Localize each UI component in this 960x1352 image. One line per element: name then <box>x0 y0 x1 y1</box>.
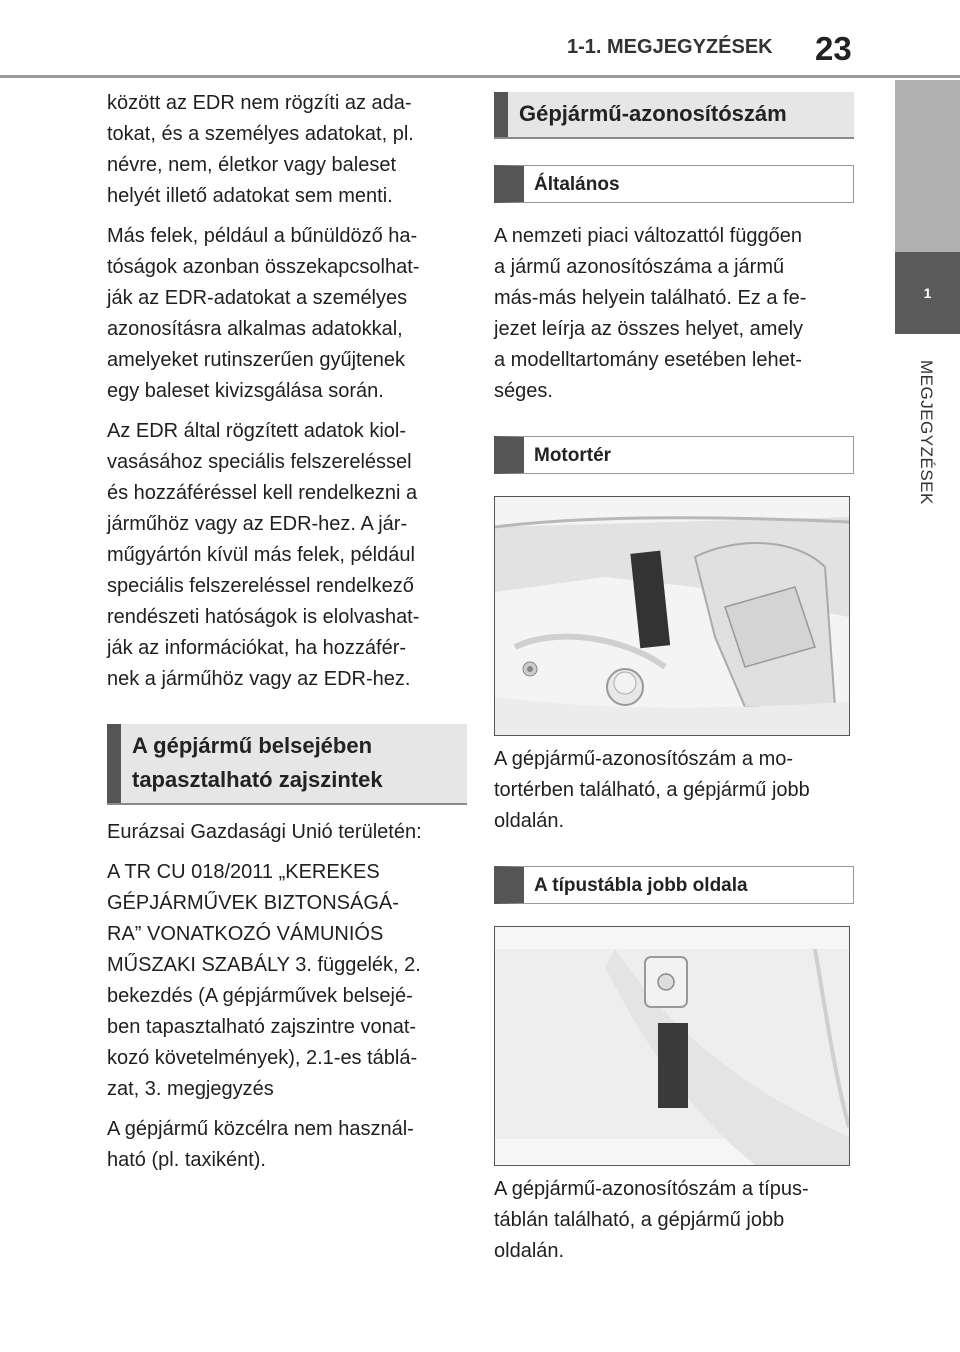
side-tab-upper <box>895 80 960 252</box>
chapter-number-tab: 1 <box>895 252 960 334</box>
left-column <box>107 88 467 1185</box>
right-column <box>494 92 854 1276</box>
header-divider <box>0 75 960 78</box>
subheading-engine-bay: Motortér <box>494 436 854 474</box>
heading-text: A gépjármű belsejében tapasztalható zajszintek <box>132 733 383 792</box>
paragraph: között az EDR nem rögzíti az ada- tokat, és a személyes adatokat, pl. névre, nem, életkor vagy baleset helyét illető adatokat sem menti. <box>107 92 414 207</box>
caption: A gépjármű-azonosítószám a mo- tortérben található, a gépjármű jobb oldalán. <box>494 748 810 832</box>
heading-vin <box>494 92 854 137</box>
chapter-label-vertical <box>872 360 960 520</box>
subheading-general: Általános <box>494 165 854 203</box>
paragraph: Az EDR által rögzített adatok kiol- vasásához speciális felszereléssel és hozzáféréssel kell rendelkezni a járműhöz vagy az EDR-hez. A jár- műgyártón kívül más felek, például speciális felszereléssel rendelkező rendészeti hatóságok is elolvashat- ják az információkat, ha hozzáfér- nek a járműhöz vagy az EDR-hez. <box>107 420 420 690</box>
section-title: 1-1. MEGJEGYZÉSEK <box>567 36 773 58</box>
paragraph: Más felek, például a bűnüldöző ha- tóságok azonban összekapcsolhat- ják az EDR-adatokat a személyes azonosításra alkalmas adatokkal, amelyeket rutinszerűen gyűjtenek egy baleset kivizsgálása során. <box>107 225 420 402</box>
page-number: 23 <box>815 30 852 67</box>
caption: A gépjármű-azonosítószám a típus- táblán található, a gépjármű jobb oldalán. <box>494 1178 809 1262</box>
chapter-label-text: MEGJEGYZÉSEK <box>917 360 936 505</box>
paragraph: Eurázsai Gazdasági Unió területén: <box>107 821 422 843</box>
engine-bay-photo <box>494 496 850 736</box>
paragraph: A TR CU 018/2011 „KEREKES GÉPJÁRMŰVEK BIZTONSÁGÁ- RA” VONATKOZÓ VÁMUNIÓS MŰSZAKI SZABÁLY 3. függelék, 2. bekezdés (A gépjárművek belsejé- ben tapasztalható zajszintre vonat- kozó követelmények), 2.1-es táblá- zat, 3. megjegyzés <box>107 861 421 1100</box>
type-plate-illustration <box>495 927 849 1165</box>
paragraph: A gépjármű közcélra nem használ- ható (pl. taxiként). <box>107 1118 414 1171</box>
engine-bay-illustration <box>495 497 849 735</box>
type-plate-photo <box>494 926 850 1166</box>
heading-interior-noise <box>107 724 467 803</box>
subheading-type-plate: A típustábla jobb oldala <box>494 866 854 904</box>
heading-text: Gépjármű-azonosítószám <box>519 101 787 126</box>
page-header <box>0 0 960 80</box>
paragraph: A nemzeti piaci változattól függően a jármű azonosítószáma a jármű más-más helyein található. Ez a fe- jezet leírja az összes helyet, amely a modelltartomány esetében lehet- séges. <box>494 225 807 402</box>
